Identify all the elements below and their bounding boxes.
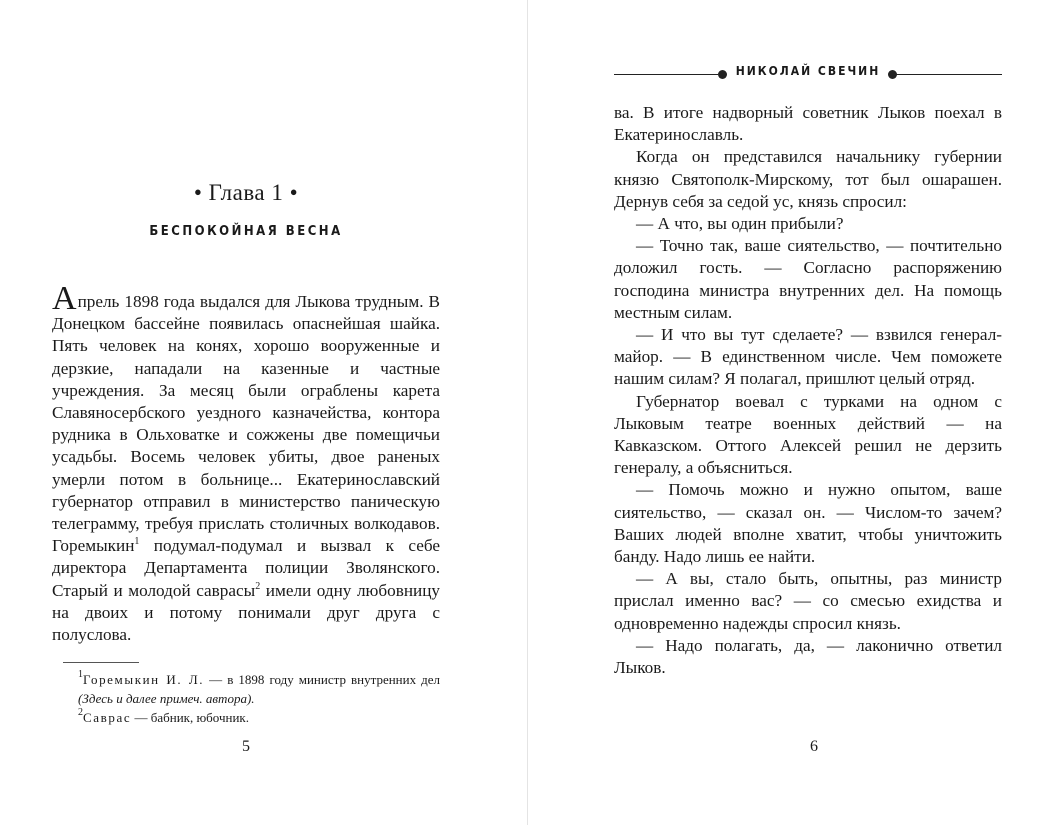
paragraph: — А что, вы один прибыли? [636, 214, 844, 234]
running-head-rule-left [614, 74, 718, 75]
footnote-text-1: — в 1898 году министр внутренних дел [204, 672, 440, 687]
paragraph: ва. В итоге надворный советник Лыков поехал в Екатеринославль. [614, 103, 1002, 145]
paragraph: — А вы, стало быть, опытны, раз министр прислал именно вас? — со смесью ехидства и одновременно надежды спросил князь. [614, 569, 1002, 633]
chapter-title: • Глава 1 • [193, 180, 299, 205]
paragraph: — Точно так, ваше сиятельство, — почтительно доложил гость. — Согласно распоряжению господина министра внутренних дел. На помощь местным силам. [614, 236, 1002, 322]
paragraph: — Надо полагать, да, — лаконично ответил Лыков. [614, 635, 1002, 678]
bullet-left-icon [718, 70, 727, 79]
right-body-text [614, 102, 1002, 679]
footnote-ref-1[interactable]: 1 [134, 536, 140, 548]
running-head-rule-right [896, 74, 1002, 75]
footnote-1 [52, 670, 440, 708]
footnote-mark-1: 1 [78, 669, 83, 680]
running-head [614, 62, 1002, 86]
paragraph-mid: подумал-подумал и вызвал к себе директора Департамента полиции Зволянского. Старый и молодой саврасы [52, 536, 440, 600]
footnote-text-2: — бабник, юбочник. [131, 710, 249, 725]
paragraph-start: прель 1898 года выдался для Лыкова трудным. В Донецком бассейне появилась опаснейшая шайка. Пять человек на конях, хорошо вооруженные и дерзкие, нападали на казенные и частные учреждения. За месяц были ограблены карета Славяносербского уездного казначейства, контора рудника в Ольховатке и сожжены две помещичьи усадьбы. Восемь человек убиты, двое раненых умерли потом в больнице... Екатеринославский губернатор отправил в министерство паническую телеграмму, требуя прислать столичных волкодавов. Горемыкин [52, 292, 440, 556]
paragraph: — Помочь можно и нужно опытом, ваше сиятельство, — сказал он. — Числом-то зачем? Ваших людей вполне хватит, чтобы уничтожить банду. Надо лишь ее найти. [614, 480, 1002, 567]
chapter-subtitle: БЕСПОКОЙНАЯ ВЕСНА [149, 224, 343, 239]
paragraph: Когда он представился начальнику губернии князю Святополк-Мирскому, тот был ошарашен. Дернув себя за седой ус, князь спросил: [614, 147, 1002, 211]
paragraph: Губернатор воевал с турками на одном с Лыковым театре военных действий — на Кавказском. Оттого Алексей решил не дерзить генералу, а объясниться. [614, 391, 1002, 478]
footnote-italic-1: (Здесь и далее примеч. автора). [78, 691, 255, 706]
footnote-2 [52, 708, 440, 727]
running-head-author: НИКОЛАЙ СВЕЧИН [735, 64, 881, 78]
footnote-term-1: Горемыкин И. Л. [83, 672, 205, 687]
footnotes [52, 670, 440, 727]
right-page [528, 0, 1056, 825]
opening-paragraph [52, 280, 441, 646]
footnote-term-2: Саврас [83, 710, 132, 725]
drop-cap: А [52, 280, 77, 317]
paragraph-end: имели одну любовницу на двоих и потому понимали друг друга с полуслова. [52, 580, 441, 645]
footnote-divider [63, 662, 139, 663]
paragraph: — И что вы тут сделаете? — взвился генерал-майор. — В единственном числе. Чем поможете нашим силам? Я полагал, пришлют целый отряд. [614, 325, 1002, 389]
footnote-ref-2[interactable]: 2 [255, 580, 261, 592]
footnote-mark-2: 2 [78, 707, 83, 718]
left-body-text [52, 280, 441, 646]
page-number-left: 5 [242, 738, 250, 755]
page-number-right: 6 [810, 738, 818, 755]
